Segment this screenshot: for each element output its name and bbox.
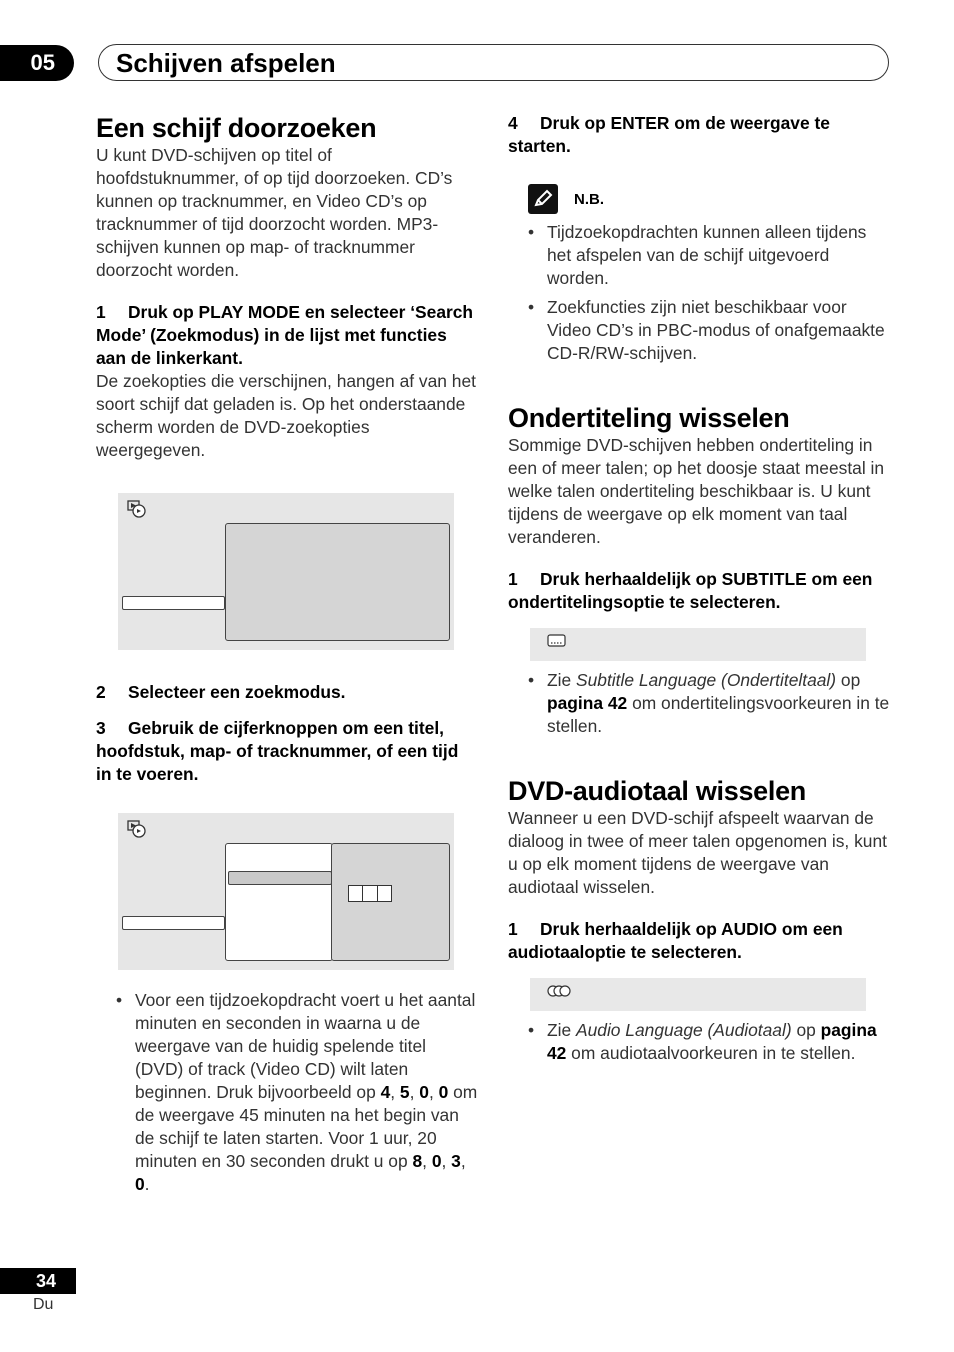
page-number-badge <box>0 1268 76 1294</box>
setting-name: Audio Language (Audiotaal) <box>576 1020 792 1040</box>
key-8: 8 <box>412 1151 423 1171</box>
step-4 <box>508 112 892 158</box>
subtitle-see-also <box>508 669 892 738</box>
note-item: • Zoekfuncties zijn niet beschikbaar voor Video CD’s in PBC-modus of onafgemaakte CD-R/RW-schijven. <box>508 296 892 365</box>
play-mode-icon <box>127 500 147 518</box>
bullet-text: Zie <box>547 1020 576 1040</box>
audio-see-also <box>508 1019 892 1065</box>
search-mode-list <box>225 843 333 961</box>
key-5: 5 <box>399 1082 410 1102</box>
subtitle-intro: Sommige DVD-schijven hebben ondertiteling in een of meer talen; op het doosje staat meestal in welke talen ondertiteling beschikbaar is. U kunt tijdens de weergave op elk moment van taal veranderen. <box>508 435 885 547</box>
bullet-text: op <box>791 1020 821 1040</box>
key-0: 0 <box>431 1151 442 1171</box>
bullet-text: op <box>836 670 861 690</box>
step-text: Selecteer een zoekmodus. <box>128 682 346 702</box>
bullet-text: om de weergave 45 minuten na het begin van de schijf te laten starten. Voor 1 uur, 20 minuten en 30 seconden drukt u op <box>135 1082 478 1171</box>
step-3 <box>96 717 478 786</box>
step-text: Druk herhaaldelijk op SUBTITLE om een ondertitelingsoptie te selecteren. <box>508 569 873 612</box>
subtitle-section <box>508 402 892 614</box>
language-code: Du <box>33 1296 54 1313</box>
separator: , <box>409 1082 420 1102</box>
step-2 <box>96 681 478 704</box>
bullet-text: . <box>144 1174 150 1194</box>
key-0: 0 <box>135 1174 145 1194</box>
step-text: Druk op ENTER om de weergave te starten. <box>508 113 830 156</box>
digit-entry-field <box>348 885 392 902</box>
separator: , <box>428 1082 439 1102</box>
chapter-number-badge <box>0 45 74 81</box>
step-number: 1 <box>508 919 518 939</box>
left-steps-2-3 <box>96 681 478 786</box>
step-text: Gebruik de cijferknoppen om een titel, hoofdstuk, map- of tracknummer, of een tijd in te voeren. <box>96 718 459 784</box>
page-number: 34 <box>35 1270 56 1291</box>
search-entry-panel <box>331 843 450 961</box>
time-search-bullet <box>96 989 478 1196</box>
note-list <box>508 221 892 365</box>
page-reference: pagina 42 <box>547 693 628 713</box>
section-heading-subtitle: Ondertiteling wisselen <box>508 403 790 433</box>
chapter-number: 05 <box>30 50 55 75</box>
left-column <box>96 112 478 462</box>
subtitle-icon <box>547 634 567 648</box>
function-list-item <box>122 596 225 610</box>
key-3: 3 <box>451 1151 461 1171</box>
step-number: 1 <box>96 302 106 322</box>
step-number: 1 <box>508 569 518 589</box>
note-label: N.B. <box>574 191 604 208</box>
search-input-screen <box>118 813 454 970</box>
step-text: Druk op PLAY MODE en selecteer ‘Search Mode’ (Zoekmodus) in de lijst met functies aan de linkerkant. <box>96 302 474 368</box>
audio-icon <box>547 984 571 998</box>
section-heading-audio: DVD-audiotaal wisselen <box>508 776 806 806</box>
key-4: 4 <box>380 1082 391 1102</box>
key-0: 0 <box>438 1082 449 1102</box>
separator: , <box>460 1151 466 1171</box>
audio-bullet <box>508 1019 892 1065</box>
right-column <box>508 112 892 158</box>
step-number: 2 <box>96 682 106 702</box>
step-1-body: De zoekopties die verschijnen, hangen af van het soort schijf dat geladen is. Op het onderstaande scherm worden de DVD-zoekopties weergegeven. <box>96 371 476 460</box>
step-1 <box>96 301 478 370</box>
audio-display-strip <box>530 978 866 1011</box>
bullet-text: Zie <box>547 670 576 690</box>
search-intro: U kunt DVD-schijven op titel of hoofdstuknummer, of op tijd doorzoeken. CD’s kunnen op tracknummer, en Video CD’s op tracknummer of tijd doorzocht worden. MP3-schijven kunnen op map- of tracknummer doorzocht worden. <box>96 145 453 280</box>
key-0: 0 <box>419 1082 429 1102</box>
page-reference: pagina 42 <box>547 1020 877 1063</box>
section-heading-search: Een schijf doorzoeken <box>96 113 377 143</box>
setting-name: Subtitle Language (Ondertiteltaal) <box>576 670 837 690</box>
time-search-note <box>96 989 478 1196</box>
step-number: 3 <box>96 718 106 738</box>
step-text: Druk herhaaldelijk op AUDIO om een audiotaaloptie te selecteren. <box>508 919 843 962</box>
bullet-text: om audiotaalvoorkeuren in te stellen. <box>566 1043 856 1063</box>
chapter-title: Schijven afspelen <box>116 48 336 78</box>
step-number: 4 <box>508 113 518 133</box>
play-mode-icon <box>127 820 147 838</box>
audio-intro: Wanneer u een DVD-schijf afspeelt waarvan de dialoog in twee of meer talen opgenomen is, kunt u op elk moment tijdens de weergave van audiotaal wisselen. <box>508 808 887 897</box>
bullet-text: om ondertitelingsvoorkeuren in te stellen. <box>547 693 890 736</box>
audio-section <box>508 775 892 964</box>
subtitle-display-strip <box>530 628 866 661</box>
separator: , <box>422 1151 432 1171</box>
pencil-note-icon <box>528 184 558 214</box>
separator: , <box>441 1151 452 1171</box>
search-mode-screen <box>118 493 454 650</box>
function-list-item <box>122 916 225 930</box>
options-panel <box>225 523 450 641</box>
subtitle-bullet <box>508 669 892 738</box>
bullet-text: Voor een tijdzoekopdracht voert u het aantal minuten en seconden in waarna u de weergave van de huidig spelende titel (DVD) of track (Video CD) wilt laten beginnen. Druk bijvoorbeeld op <box>135 990 476 1102</box>
audio-step <box>508 918 892 964</box>
note-item: • Tijdzoekopdrachten kunnen alleen tijdens het afspelen van de schijf uitgevoerd worden. <box>508 221 892 290</box>
search-mode-selected <box>228 871 332 885</box>
subtitle-step <box>508 568 892 614</box>
separator: , <box>390 1082 400 1102</box>
